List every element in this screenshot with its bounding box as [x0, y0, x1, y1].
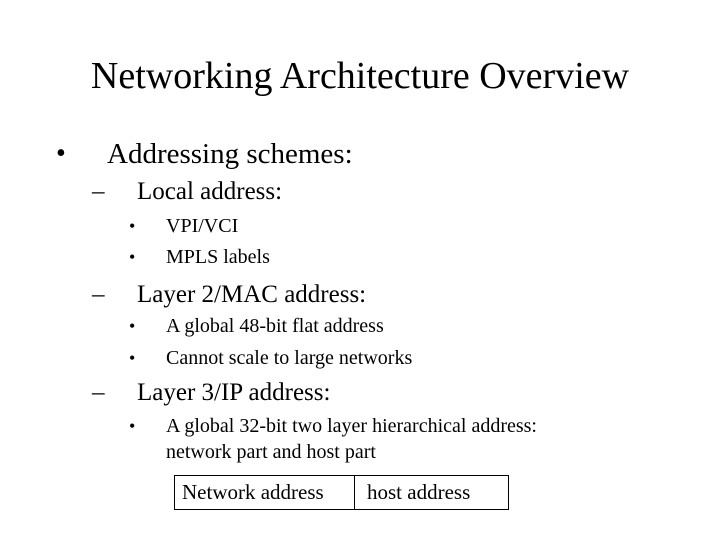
item-vpi-vci: VPI/VCI — [166, 215, 239, 237]
item-bullet: • — [129, 216, 136, 236]
item-bullet: • — [129, 416, 136, 436]
slide-title: Networking Architecture Overview — [90, 55, 630, 97]
section-heading-local: Local address: — [137, 178, 283, 205]
item-48bit-flat: A global 48-bit flat address — [166, 315, 384, 337]
item-bullet: • — [129, 348, 136, 368]
item-32bit-hierarchical: A global 32-bit two layer hierarchical address: — [166, 415, 537, 437]
network-address-field: Network address — [175, 476, 355, 509]
section-dash: – — [92, 379, 105, 406]
host-address-field: host address — [367, 480, 471, 504]
item-cannot-scale: Cannot scale to large networks — [166, 347, 413, 369]
section-dash: – — [92, 178, 105, 205]
item-bullet: • — [129, 316, 136, 336]
main-point: Addressing schemes: — [107, 138, 353, 170]
main-bullet: • — [56, 138, 66, 169]
item-32bit-hierarchical-cont: network part and host part — [166, 441, 376, 463]
item-mpls-labels: MPLS labels — [166, 246, 270, 268]
section-heading-mac: Layer 2/MAC address: — [137, 281, 367, 308]
item-bullet: • — [129, 247, 136, 267]
ip-address-diagram — [174, 475, 509, 510]
section-dash: – — [92, 281, 105, 308]
section-heading-ip: Layer 3/IP address: — [137, 379, 331, 406]
